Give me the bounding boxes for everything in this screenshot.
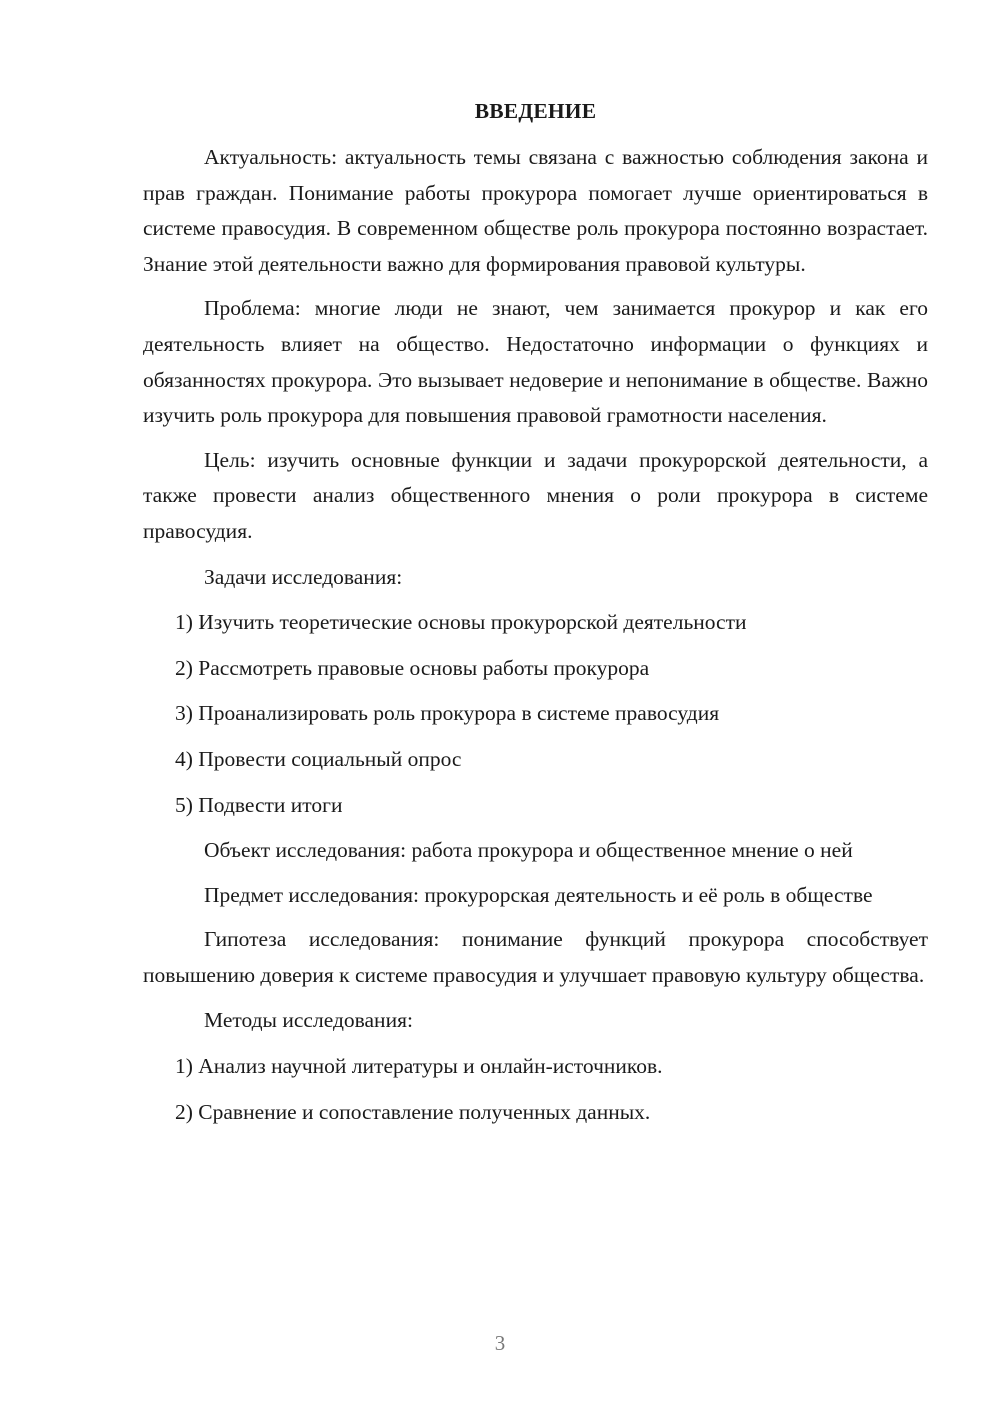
- methods-list: [143, 1049, 928, 1130]
- list-item: 1) Изучить теоретические основы прокурорской деятельности: [175, 610, 747, 635]
- hypothesis-paragraph: Гипотеза исследования: понимание функций прокурора способствует повышению доверия к системе правосудия и улучшает правовую культуру общества.: [143, 927, 928, 987]
- tasks-list: [143, 605, 928, 823]
- methods-heading: Методы исследования:: [204, 1008, 413, 1033]
- subject-paragraph: Предмет исследования: прокурорская деятельность и её роль в обществе: [204, 882, 873, 907]
- page-number: 3: [494, 1331, 506, 1355]
- list-item: 4) Провести социальный опрос: [175, 746, 462, 771]
- document-page: [143, 96, 928, 1130]
- problem-paragraph: Проблема: многие люди не знают, чем занимается прокурор и как его деятельность влияет на общество. Недостаточно информации о функциях и обязанностях прокурора. Это вызывает недоверие и непонимание в обществе. Важно изучить роль прокурора для повышения правовой грамотности населения.: [143, 296, 928, 428]
- list-item: 2) Рассмотреть правовые основы работы прокурора: [175, 655, 650, 680]
- list-item: 1) Анализ научной литературы и онлайн-источников.: [175, 1054, 663, 1079]
- tasks-heading: Задачи исследования:: [204, 564, 403, 589]
- goal-paragraph: Цель: изучить основные функции и задачи прокурорской деятельности, а также провести анализ общественного мнения о роли прокурора в системе правосудия.: [143, 447, 928, 543]
- section-heading: ВВЕДЕНИЕ: [474, 99, 597, 123]
- relevance-paragraph: Актуальность: актуальность темы связана с важностью соблюдения закона и прав граждан. Понимание работы прокурора помогает лучше ориентироваться в системе правосудия. В современном обществе роль прокурора постоянно возрастает. Знание этой деятельности важно для формирования правовой культуры.: [143, 145, 928, 276]
- list-item: 2) Сравнение и сопоставление полученных данных.: [175, 1099, 651, 1124]
- list-item: 3) Проанализировать роль прокурора в системе правосудия: [175, 701, 720, 726]
- object-paragraph: Объект исследования: работа прокурора и общественное мнение о ней: [204, 838, 853, 863]
- list-item: 5) Подвести итоги: [175, 792, 343, 817]
